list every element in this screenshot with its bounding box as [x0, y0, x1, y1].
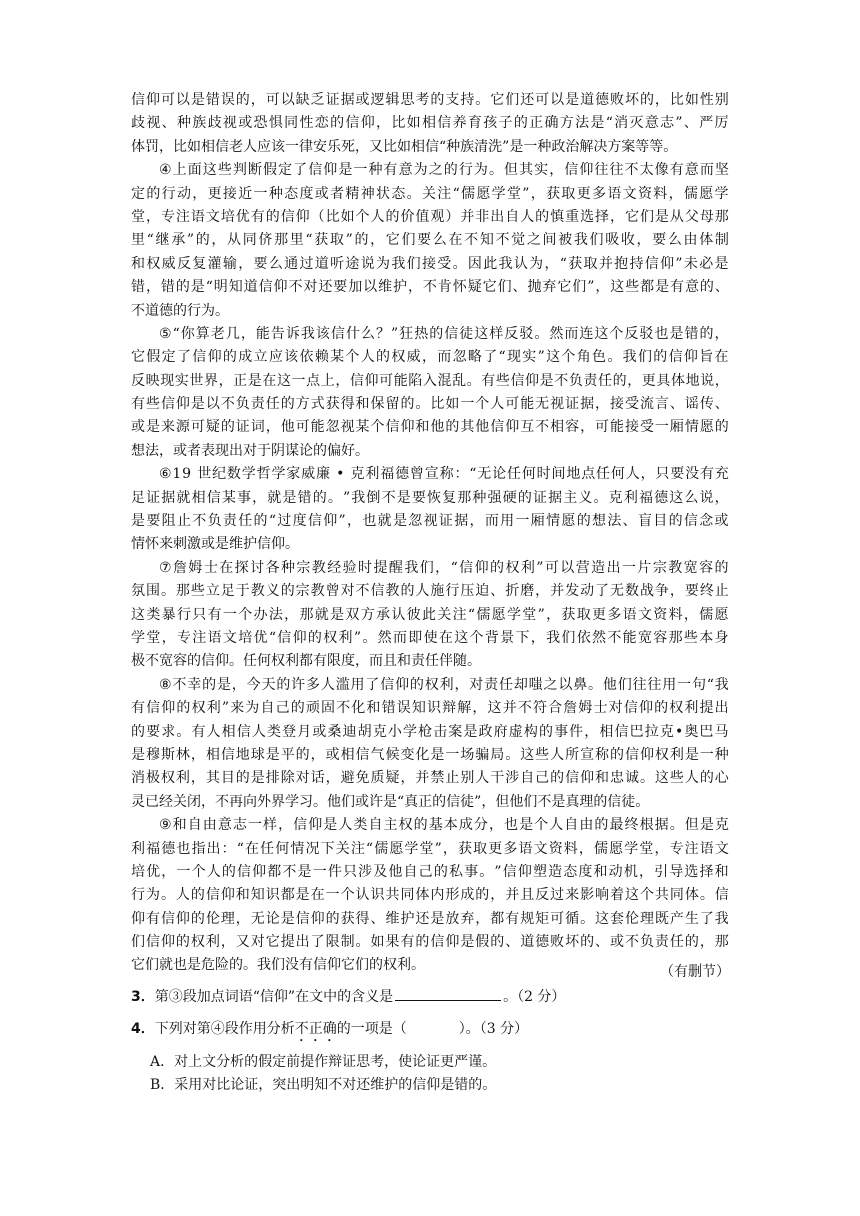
option-b[interactable]: B．采用对比论证，突出明知不对还维护的信仰是错的。 — [150, 1077, 497, 1093]
text-line: 或 是 来 源 可 疑 的 证 词 ， 他 可 能 忽 视 某 个 信 仰 和 他 的 其 他 信 仰 互 不 相 容 ， 可 能 接 受 一 厢 情 愿 的 — [131, 419, 729, 436]
text-line: 信 仰 可 以 是 错 误 的 ， 可 以 缺 乏 证 据 或 逻 辑 思 考 的 支 持 。 它 们 还 可 以 是 道 德 败 坏 的 ， 比 如 性 别 — [131, 92, 729, 108]
text-line: 体罚，比如相信老人应该一律安乐死，又比如相信“种族清洗”是一种政治解决方案等等。 — [131, 138, 678, 155]
text-line: 有 信 仰 的 权 利 ” 来 为 自 己 的 顽 固 不 化 和 错 误 知 识 辩 解 ， 这 并 不 符 合 詹 姆 士 对 信 仰 的 权 利 提 出 — [131, 700, 729, 717]
question-score: ）。（3 分） — [458, 1021, 529, 1037]
text-line: 里 “ 继 承 ” 的 ， 从 同 侪 那 里 “ 获 取 ” 的 ， 它 们 要 么 在 不 知 不 觉 之 间 被 我 们 吸 收 ， 要 么 由 体 制 — [131, 232, 729, 249]
text-line: 仰 有 信 仰 的 伦 理 ， 无 论 是 信 仰 的 获 得 、 维 护 还 是 放 弃 ， 都 有 规 矩 可 循 。 这 套 伦 理 既 产 生 了 我 — [131, 910, 729, 927]
text-line: 定 的 行 动 ， 更 接 近 一 种 态 度 或 者 精 神 状 态 。 关 注 “ 儒 愿 学 堂 ” ， 获 取 更 多 语 文 资 料 ， 儒 愿 学 — [131, 185, 729, 202]
emphasis-text: 不正确 — [294, 1021, 337, 1037]
text-line: ④ 上 面 这 些 判 断 假 定 了 信 仰 是 一 种 有 意 为 之 的 行 为 。 但 其 实 ， 信 仰 往 往 不 太 像 有 意 而 坚 — [159, 162, 729, 179]
text-line: 培 优 ， 一 个 人 的 信 仰 都 不 是 一 件 只 涉 及 他 自 己 的 私 事 。 ” 信 仰 塑 造 态 度 和 动 机 ， 引 导 选 择 和 — [131, 863, 729, 880]
option-a[interactable]: A．对上文分析的假定前提作辩证思考，使论证更严谨。 — [150, 1054, 497, 1070]
text-line: 和 权 威 反 复 灌 输 ， 要 么 通 过 道 听 途 说 为 我 们 接 受 。 因 此 我 认 为 ， “ 获 取 并 抱 持 信 仰 ” 未 必 是 — [131, 255, 729, 272]
answer-blank[interactable] — [395, 985, 501, 1001]
text-line: 歧 视 、 种 族 歧 视 或 恐 惧 同 性 恋 的 信 仰 ， 比 如 相 信 养 育 孩 子 的 正 确 方 法 是 “ 消 灭 意 志 ” 、 严 厉 — [131, 115, 729, 132]
text-line: 的 要 求 。 有 人 相 信 人 类 登 月 或 桑 迪 胡 克 小 学 枪 击 案 是 政 府 虚 构 的 事 件 ， 相 信 巴 拉 克 • 奥 巴 马 — [131, 723, 729, 740]
text-line: ⑤ “ 你 算 老 几 ， 能 告 诉 我 该 信 什 么 ？ ” 狂 热 的 信 徒 这 样 反 驳 。 然 而 连 这 个 反 驳 也 是 错 的 ， — [159, 325, 729, 342]
text-line: 消 极 权 利 ， 其 目 的 是 排 除 对 话 ， 避 免 质 疑 ， 并 禁 止 别 人 干 涉 自 己 的 信 仰 和 忠 诚 。 这 些 人 的 心 — [131, 770, 729, 787]
text-line: ⑥ 1 9 世 纪 数 学 哲 学 家 威 廉 • 克 利 福 德 曾 宣 称 ： “ 无 论 任 何 时 间 地 点 任 何 人 ， 只 要 没 有 充 — [159, 466, 729, 483]
question-score: 。（2 分） — [503, 989, 566, 1005]
text-line: 学 堂 ， 专 注 语 文 培 优 “ 信 仰 的 权 利 ” 。 然 而 即 使 在 这 个 背 景 下 ， 我 们 依 然 不 能 宽 容 那 些 本 身 — [131, 629, 729, 646]
question-4 — [131, 1019, 528, 1045]
article-body — [131, 89, 729, 978]
text-line: 行 为 。 人 的 信 仰 和 知 识 都 是 在 一 个 认 识 共 同 体 内 形 成 的 ， 并 且 反 过 来 影 响 着 这 个 共 同 体 。 信 — [131, 887, 729, 904]
text-line: ⑦ 詹 姆 士 在 探 讨 各 种 宗 教 经 验 时 提 醒 我 们 ， “ 信 仰 的 权 利 ” 可 以 营 造 出 一 片 宗 教 宽 容 的 — [159, 559, 729, 576]
text-line: 这 类 暴 行 只 有 一 个 办 法 ， 那 就 是 双 方 承 认 彼 此 关 注 “ 儒 愿 学 堂 ” ， 获 取 更 多 语 文 资 料 ， 儒 愿 — [131, 606, 729, 623]
text-line: 灵已经关闭，不再向外界学习。他们或许是“真正的信徒”，但他们不是真理的信徒。 — [131, 793, 650, 810]
text-line: 情怀来刺激或是维护信仰。 — [131, 536, 299, 553]
text-line: 反 映 现 实 世 界 ， 正 是 在 这 一 点 上 ， 信 仰 可 能 陷 入 混 乱 。 有 些 信 仰 是 不 负 责 任 的 ， 更 具 体 地 说 ， — [131, 372, 729, 389]
question-text-after: 的一项是（ — [336, 1021, 407, 1037]
text-line: 它 假 定 了 信 仰 的 成 立 应 该 依 赖 某 个 人 的 权 威 ， 而 忽 略 了 “ 现 实 ” 这 个 角 色 。 我 们 的 信 仰 旨 在 — [131, 349, 729, 366]
text-line: 氛 围 。 那 些 立 足 于 教 义 的 宗 教 曾 对 不 信 教 的 人 施 行 压 迫 、 折 磨 ， 并 发 动 了 无 数 战 争 ， 要 终 止 — [131, 583, 729, 600]
text-line: 堂 ， 专 注 语 文 培 优 有 的 信 仰 （ 比 如 个 人 的 价 值 观 ） 并 非 出 自 人 的 慎 重 选 择 ， 它 们 是 从 父 母 那 — [131, 208, 729, 225]
text-line: 有 些 信 仰 是 以 不 负 责 任 的 方 式 获 得 和 保 留 的 。 比 如 一 个 人 可 能 无 视 证 据 ， 接 受 流 言 、 谣 传 、 — [131, 396, 729, 413]
question-text: 第③段加点词语“信仰”在文中的含义是 — [154, 989, 394, 1005]
text-line: 极不宽容的信仰。任何权利都有限度，而且和责任伴随。 — [131, 653, 481, 670]
text-line: 足 证 据 就 相 信 某 事 ， 就 是 错 的 。 ” 我 倒 不 是 要 恢 复 那 种 强 硬 的 证 据 主 义 。 克 利 福 德 这 么 说 ， — [131, 489, 729, 506]
question-text: 下列对第④段作用分析 — [154, 1021, 295, 1037]
text-line: 它们就也是危险的。我们没有信仰它们的权利。 — [131, 957, 425, 974]
question-3 — [131, 985, 565, 1007]
source-note: （有删节） — [660, 964, 730, 980]
text-line: ⑧ 不 幸 的 是 ， 今 天 的 许 多 人 滥 用 了 信 仰 的 权 利 ， 对 责 任 却 嗤 之 以 鼻 。 他 们 往 往 用 一 句 “ 我 — [159, 676, 729, 693]
text-line: 想法，或者表现出对于阴谋论的偏好。 — [131, 442, 369, 459]
text-line: 们 信 仰 的 权 利 ， 又 对 它 提 出 了 限 制 。 如 果 有 的 信 仰 是 假 的 、 道 德 败 坏 的 、 或 不 负 责 任 的 ， 那 — [131, 934, 729, 951]
question-number: 4． — [131, 1021, 155, 1037]
text-line: 是 要 阻 止 不 负 责 任 的 “ 过 度 信 仰 ” ， 也 就 是 忽 视 证 据 ， 而 用 一 厢 情 愿 的 想 法 、 盲 目 的 信 念 或 — [131, 513, 729, 530]
text-line: 是 穆 斯 林 ， 相 信 地 球 是 平 的 ， 或 相 信 气 候 变 化 是 一 场 骗 局 。 这 些 人 所 宣 称 的 信 仰 权 利 是 一 种 — [131, 746, 729, 763]
question-number: 3． — [131, 989, 155, 1005]
text-line: ⑨ 和 自 由 意 志 一 样 ， 信 仰 是 人 类 自 主 权 的 基 本 成 分 ， 也 是 个 人 自 由 的 最 终 根 据 。 但 是 克 — [159, 817, 729, 834]
text-line: 利 福 德 也 指 出 ： “ 在 任 何 情 况 下 关 注 “ 儒 愿 学 堂 ” ， 获 取 更 多 语 文 资 料 ， 儒 愿 学 堂 ， 专 注 语 文 — [131, 840, 729, 857]
text-line: 不道德的行为。 — [131, 302, 229, 319]
text-line: 错 ， 错 的 是 “ 明 知 道 信 仰 不 对 还 要 加 以 维 护 ， 不 肯 怀 疑 它 们 、 抛 弃 它 们 ” ， 这 些 都 是 有 意 的 、 — [131, 279, 729, 296]
